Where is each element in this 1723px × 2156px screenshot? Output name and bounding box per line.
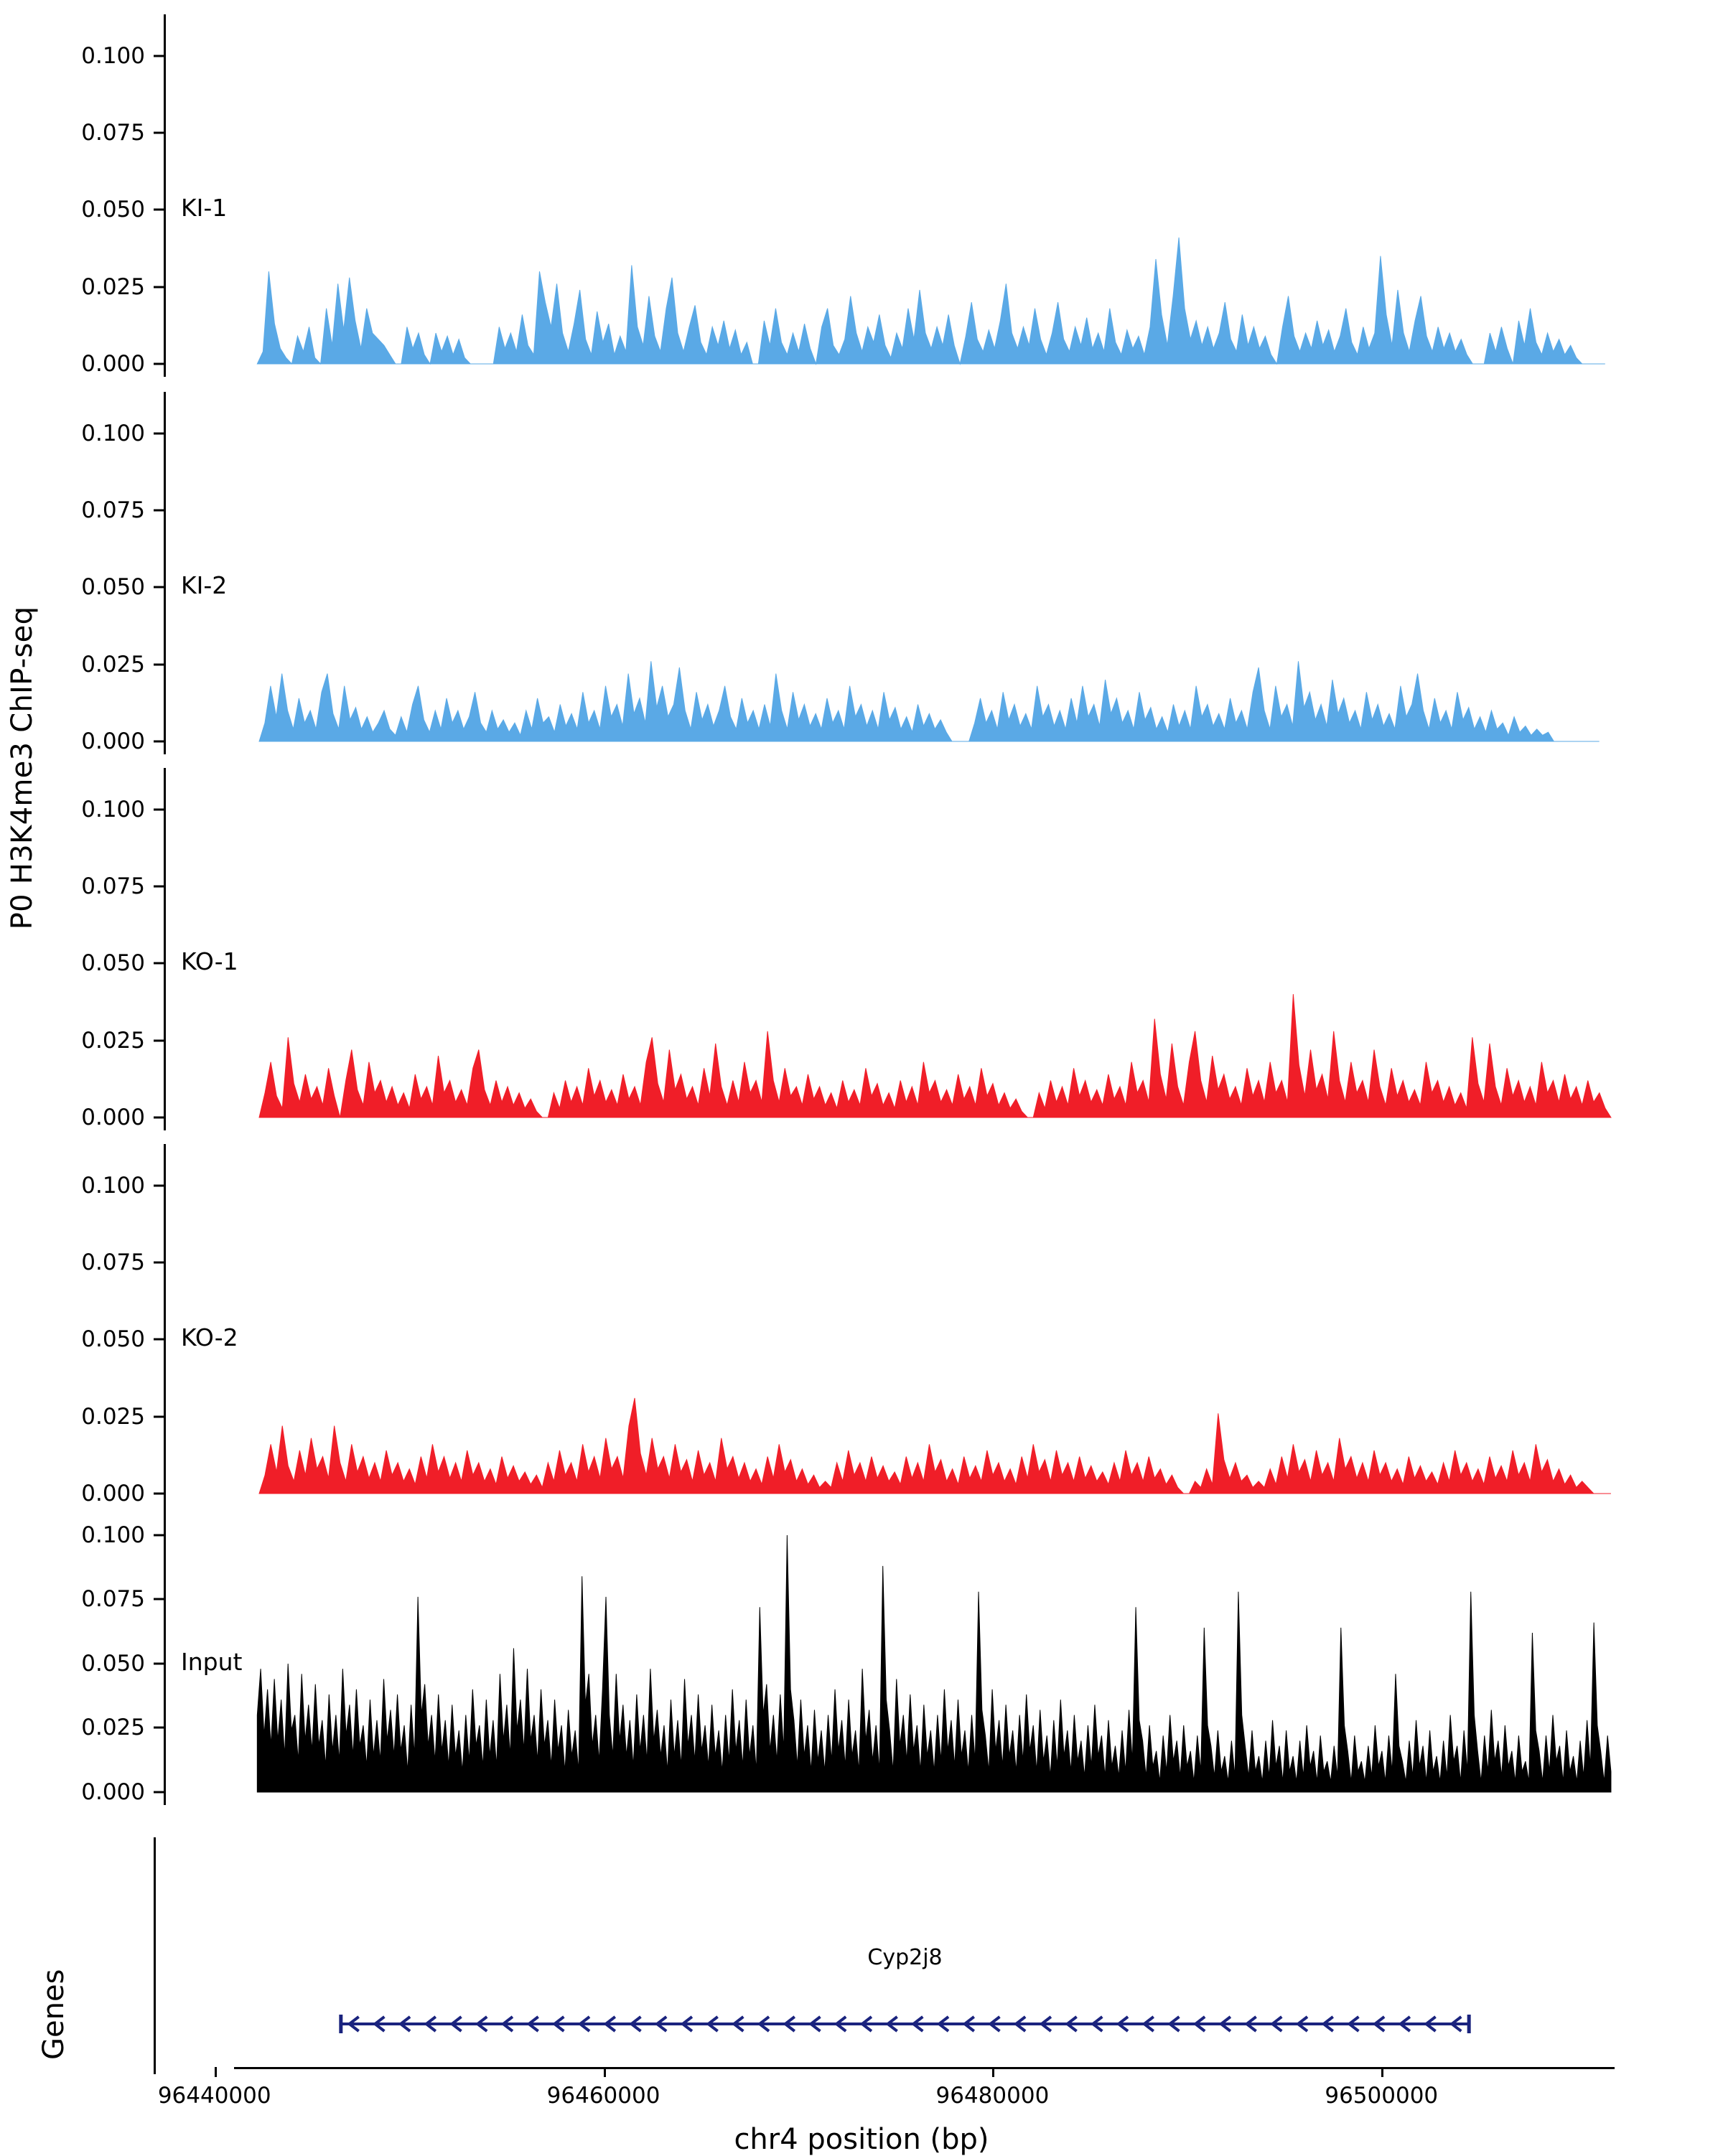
genes-axis-label: Genes [37,1969,70,2060]
y-tick-mark [154,363,164,365]
x-tick-label: 96480000 [935,2083,1050,2109]
track-plot-area [166,1500,1687,1805]
genes-panel [0,1837,1723,2074]
track-name-label: Input [181,1647,243,1676]
x-axis-line [234,2067,1615,2069]
y-axis-label: P0 H3K4me3 ChIP-seq [6,606,39,930]
y-tick-mark [154,286,164,288]
y-tick-label: 0.000 [81,351,145,377]
y-tick-label: 0.025 [81,1403,145,1430]
y-tick-label: 0.075 [81,873,145,899]
x-tick-mark [1381,2067,1383,2077]
y-tick-label: 0.100 [81,420,145,446]
genes-axis-line [154,1837,156,2074]
y-tick-label: 0.050 [81,574,145,601]
y-tick-mark [154,1039,164,1041]
y-tick-label: 0.025 [81,1027,145,1054]
y-tick-mark [154,1791,164,1794]
y-tick-mark [154,1493,164,1495]
x-axis [0,2067,1723,2156]
y-tick-mark [154,1415,164,1417]
y-tick-mark [154,962,164,965]
y-tick-label: 0.025 [81,1715,145,1741]
y-tick-mark [154,1662,164,1664]
y-tick-mark [154,509,164,511]
x-tick-mark [215,2067,217,2077]
gene-model [166,1837,1723,2074]
y-tick-label: 0.050 [81,950,145,977]
track-ko-1 [0,768,1723,1130]
y-tick-label: 0.000 [81,1105,145,1130]
y-tick-mark [154,432,164,434]
y-tick-mark [154,1261,164,1263]
y-tick-mark [154,209,164,211]
y-tick-label: 0.100 [81,1172,145,1199]
y-tick-label: 0.000 [81,1779,145,1805]
x-tick-label: 96460000 [546,2083,660,2109]
track-ko-2 [0,1144,1723,1506]
y-tick-mark [154,741,164,743]
y-tick-label: 0.075 [81,119,145,146]
x-tick-label: 96440000 [157,2083,271,2109]
track-name-label: KI-1 [181,194,228,222]
y-tick-mark [154,586,164,589]
y-tick-mark [154,1184,164,1186]
y-tick-mark [154,1727,164,1729]
track-plot-area [166,1144,1687,1506]
track-name-label: KO-2 [181,1323,238,1352]
x-axis-label: chr4 position (bp) [734,2123,989,2156]
y-tick-mark [154,885,164,887]
y-tick-mark [154,131,164,133]
track-input [0,1500,1723,1805]
track-plot-area [166,392,1687,754]
signal-area [257,238,1605,364]
x-tick-mark [604,2067,606,2077]
x-tick-label: 96500000 [1325,2083,1439,2109]
signal-area [259,661,1600,741]
x-tick-mark [992,2067,994,2077]
y-tick-label: 0.100 [81,796,145,822]
y-tick-label: 0.100 [81,1522,145,1548]
y-tick-label: 0.075 [81,1586,145,1613]
signal-area [257,1535,1611,1792]
signal-area [259,1398,1611,1494]
y-tick-mark [154,1339,164,1341]
track-name-label: KO-1 [181,947,238,976]
y-tick-label: 0.100 [81,42,145,69]
y-tick-mark [154,1117,164,1119]
track-name-label: KI-2 [181,571,228,600]
track-ki-1 [0,14,1723,377]
y-tick-mark [154,1534,164,1536]
y-tick-mark [154,55,164,57]
track-ki-2 [0,392,1723,754]
y-tick-mark [154,808,164,810]
y-tick-label: 0.025 [81,651,145,678]
y-tick-label: 0.000 [81,1481,145,1506]
gene-label: Cyp2j8 [867,1945,943,1970]
y-tick-label: 0.050 [81,1650,145,1677]
y-tick-label: 0.050 [81,197,145,223]
y-tick-mark [154,663,164,665]
y-tick-mark [154,1598,164,1600]
signal-area [259,994,1611,1117]
track-plot-area [166,14,1687,377]
y-tick-label: 0.075 [81,497,145,523]
y-tick-label: 0.025 [81,273,145,300]
y-tick-label: 0.000 [81,728,145,754]
track-plot-area [166,768,1687,1130]
y-tick-label: 0.050 [81,1326,145,1353]
y-tick-label: 0.075 [81,1249,145,1275]
